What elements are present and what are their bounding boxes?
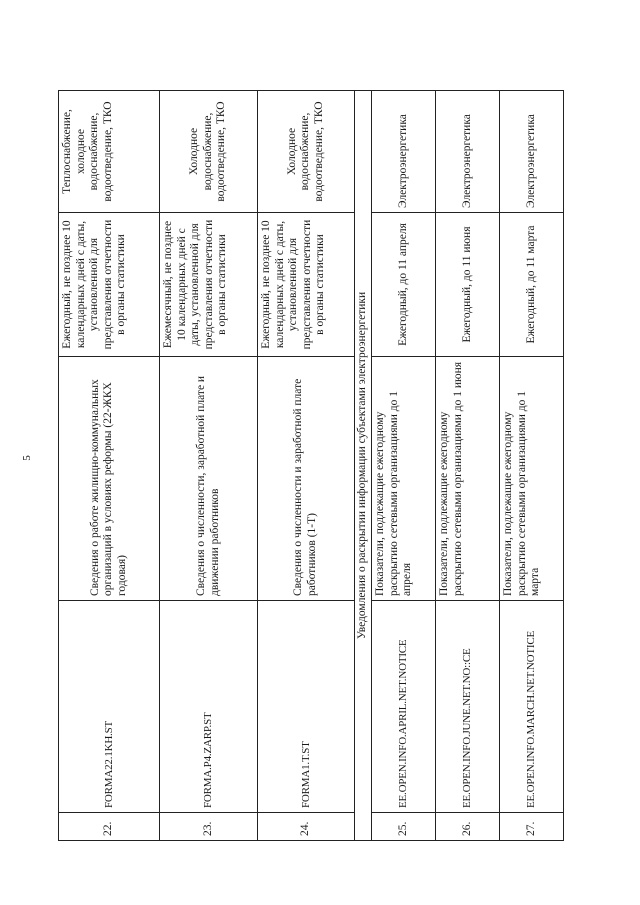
form-sector: Холодное водоснабжение, водоотведение, ТКО — [258, 91, 355, 213]
form-sector: Электроэнергетика — [500, 91, 564, 213]
form-period: Ежегодный, не позднее 10 календарных дней с даты, установленной для представления отчетности в органы статистики — [258, 213, 355, 357]
row-number: 23. — [160, 813, 258, 841]
forms-table — [58, 90, 564, 841]
form-code: EE.OPEN.INFO.JUNE.NET.NO::CE — [436, 601, 500, 813]
form-description: Сведения о работе жилищно-коммунальных организаций в условиях реформы (22-ЖКХ годовая) — [59, 357, 160, 601]
form-code: FORMA.P4.ZARP.ST — [160, 601, 258, 813]
rotated-table-container — [58, 91, 563, 841]
table-row — [59, 91, 160, 841]
row-number: 24. — [258, 813, 355, 841]
form-period: Ежегодный, не позднее 10 календарных дней с даты, установленной для представления отчетности в органы статистики — [59, 213, 160, 357]
table-row — [500, 91, 564, 841]
form-description: Сведения о численности, заработной плате и движении работников — [160, 357, 258, 601]
form-sector: Теплоснабжение, холодное водоснабжение, водоотведение, ТКО — [59, 91, 160, 213]
form-description: Показатели, подлежащие ежегодному раскрытию сетевыми организациями до 1 июня — [436, 357, 500, 601]
row-number: 27. — [500, 813, 564, 841]
form-description: Показатели, подлежащие ежегодному раскрытию сетевыми организациями до 1 марта — [500, 357, 564, 601]
table-row — [258, 91, 355, 841]
form-period: Ежемесячный, не позднее 10 календарных дней с даты, установленной для представления отчетности в органы статистики — [160, 213, 258, 357]
form-sector: Электроэнергетика — [372, 91, 436, 213]
form-code: EE.OPEN.INFO.MARCH.NET.NOTICE — [500, 601, 564, 813]
form-period: Ежегодный, до 11 марта — [500, 213, 564, 357]
form-sector: Холодное водоснабжение, водоотведение, ТКО — [160, 91, 258, 213]
form-period: Ежегодный, до 11 апреля — [372, 213, 436, 357]
page-number: 5 — [20, 455, 33, 461]
table-row — [160, 91, 258, 841]
form-sector: Электроэнергетика — [436, 91, 500, 213]
section-header: Уведомления о раскрытии информации субъектами электроэнергетики — [355, 91, 372, 841]
form-description: Сведения о численности и заработной плате работников (1-Т) — [258, 357, 355, 601]
form-code: FORMA22.1KH.ST — [59, 601, 160, 813]
form-description: Показатели, подлежащие ежегодному раскрытию сетевыми организациями до 1 апреля — [372, 357, 436, 601]
form-period: Ежегодный, до 11 июня — [436, 213, 500, 357]
table-row — [436, 91, 500, 841]
table-row — [372, 91, 436, 841]
row-number: 25. — [372, 813, 436, 841]
section-row — [355, 91, 372, 841]
form-code: FORMA1.T.ST — [258, 601, 355, 813]
row-number: 26. — [436, 813, 500, 841]
row-number: 22. — [59, 813, 160, 841]
form-code: EE.OPEN.INFO.APRIL.NET.NOTICE — [372, 601, 436, 813]
